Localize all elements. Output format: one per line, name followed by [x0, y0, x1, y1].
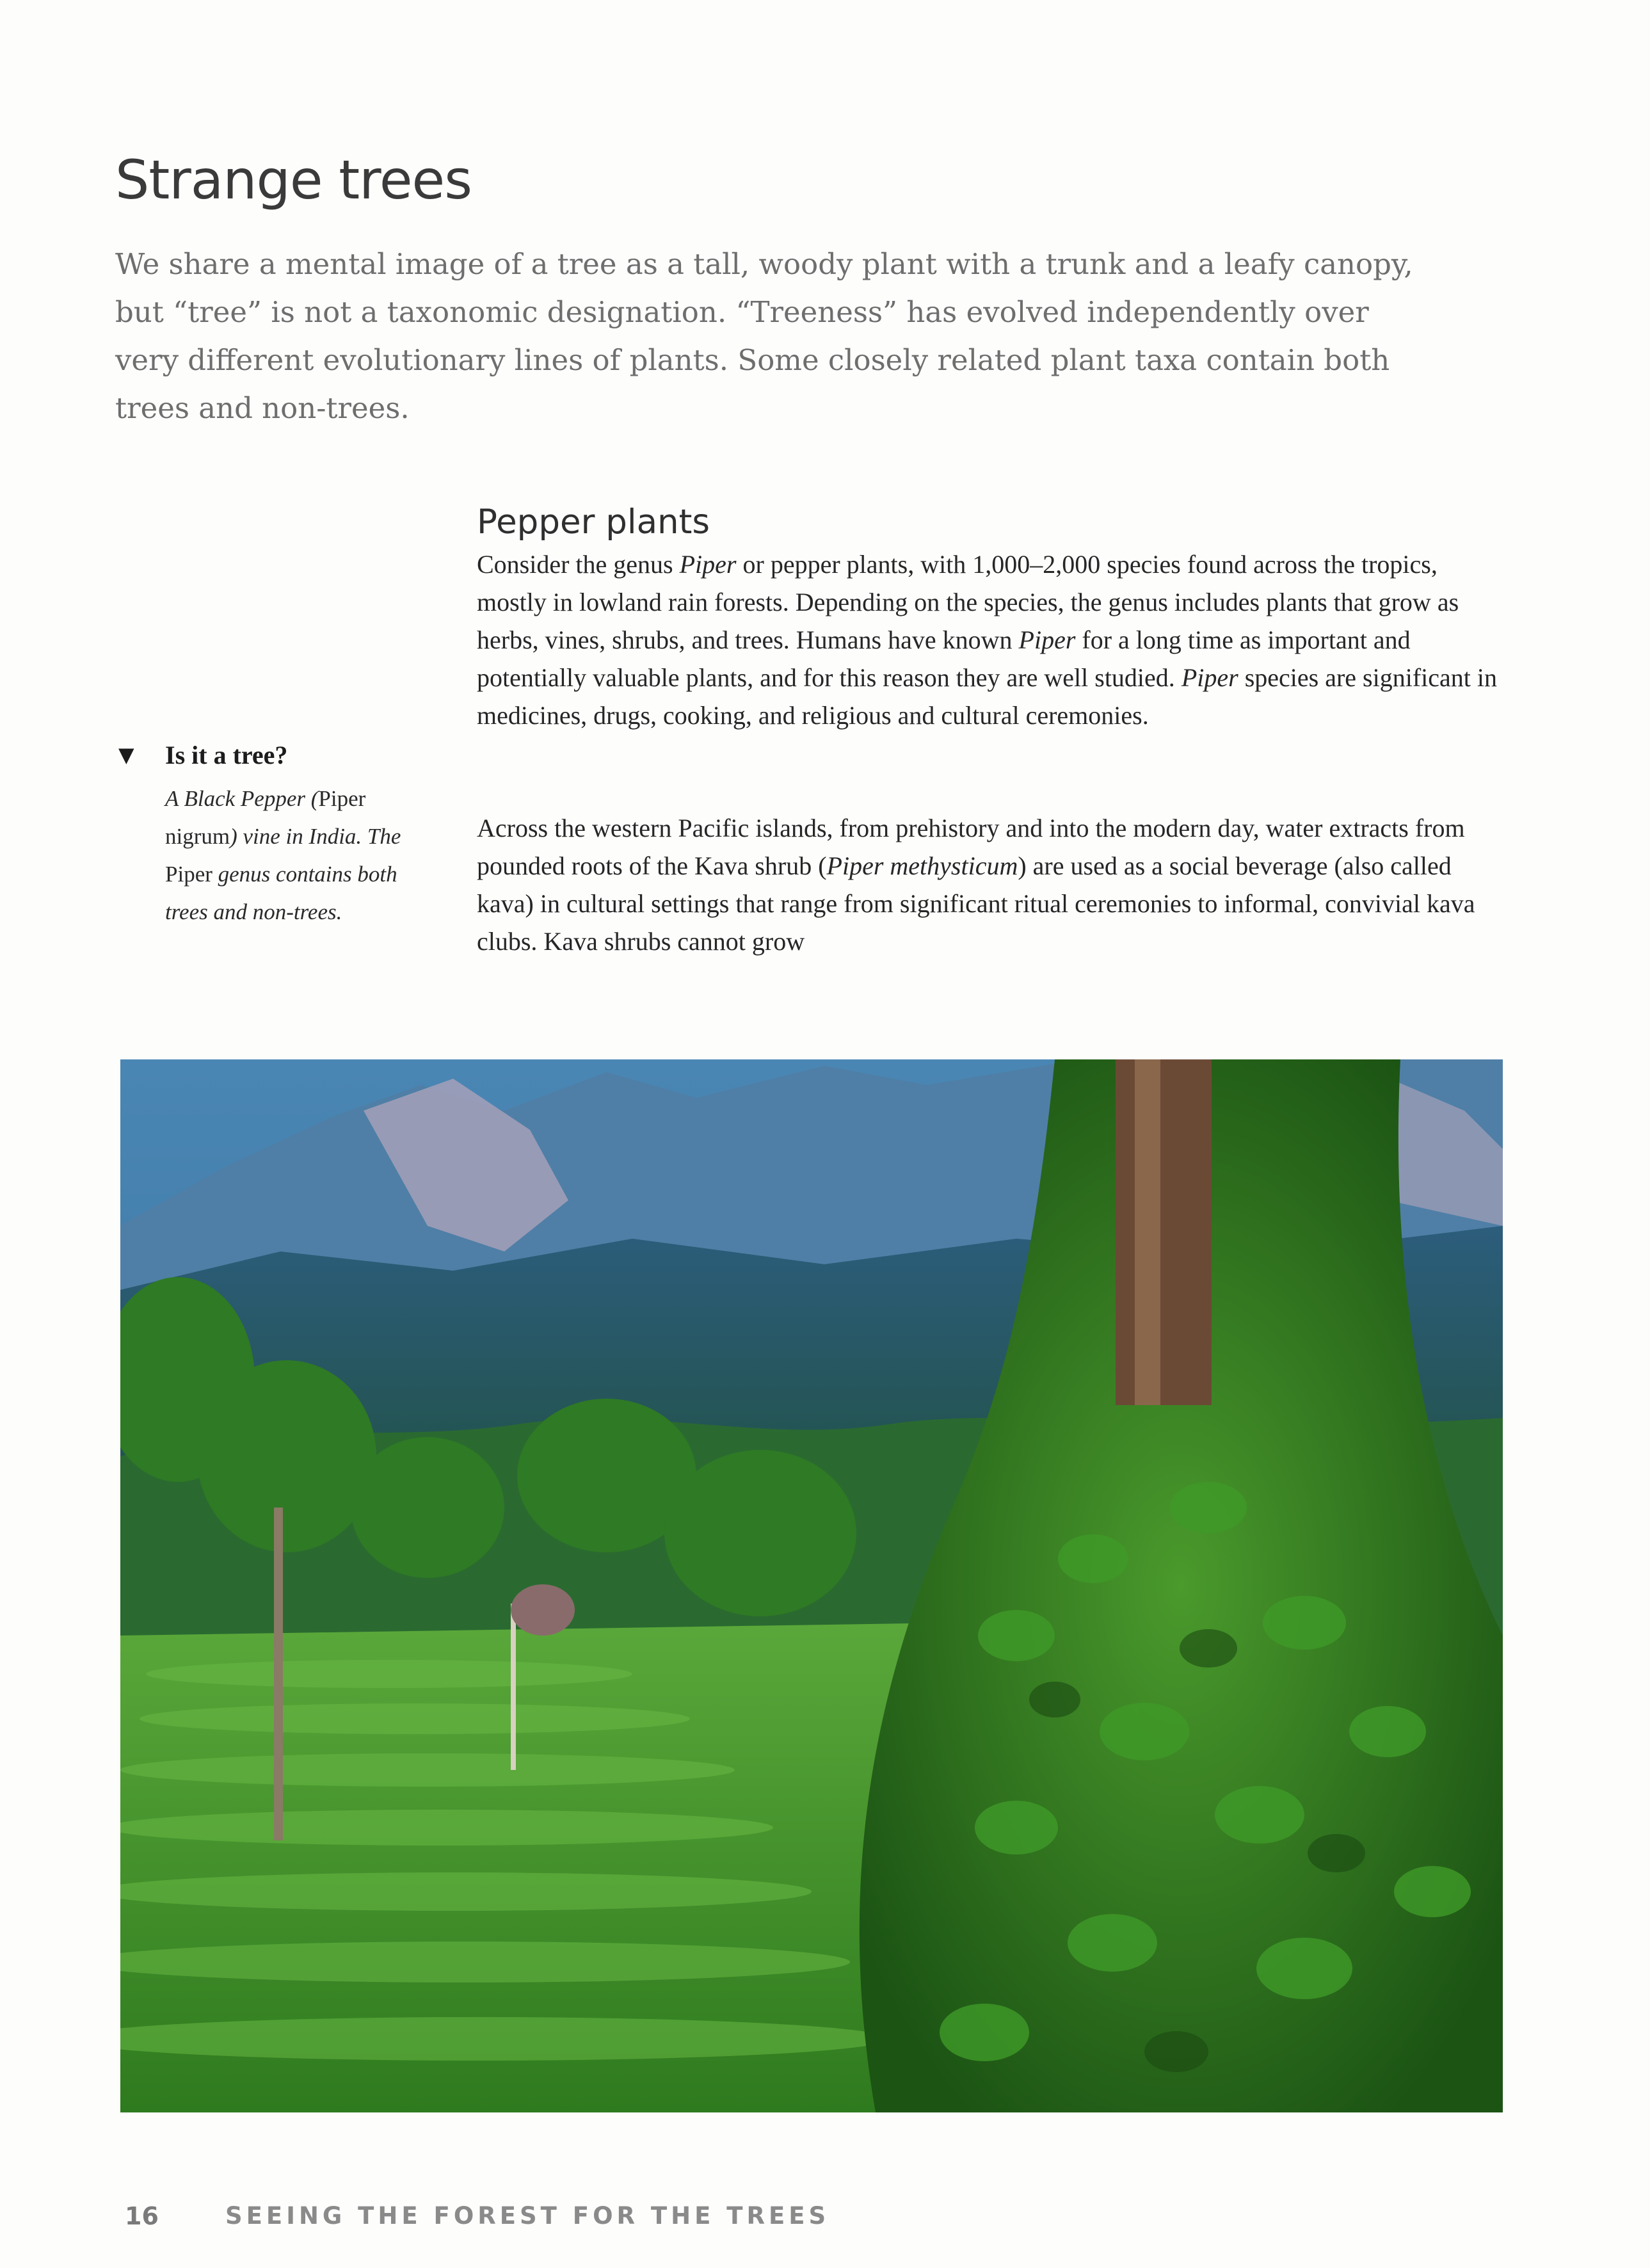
- running-head: SEEING THE FOREST FOR THE TREES: [225, 2202, 830, 2230]
- page-number: 16: [125, 2202, 159, 2230]
- body-paragraph-1: Consider the genus Piper or pepper plants, with 1,000–2,000 species found across the tropics, mostly in lowland rain forests. Depending on the species, the genus includes plants that grow as herbs, vines, shrubs, and trees. Humans have known Piper for a long time as important and potentially valuable plants, and for this reason they are well studied. Piper species are significant in medicines, drugs, cooking, and religious and cultural ceremonies.: [477, 550, 1497, 730]
- body-paragraph-2: Across the western Pacific islands, from prehistory and into the modern day, water extracts from pounded roots of the Kava shrub (Piper methysticum) are used as a social beverage (also called kava) in cultural settings that range from significant ritual ceremonies to informal, convivial kava clubs. Kava shrubs cannot grow: [477, 814, 1475, 956]
- page-title: Strange trees: [115, 149, 472, 211]
- intro-paragraph: We share a mental image of a tree as a tall, woody plant with a trunk and a leafy canopy, but “tree” is not a taxonomic designation. “Treeness” has evolved independently over very different evolutionary lines of plants. Some closely related plant taxa contain both trees and non-trees.: [115, 247, 1413, 425]
- caption-triangle-icon: ▼: [118, 743, 134, 767]
- caption-title: Is it a tree?: [165, 741, 288, 769]
- section-heading: Pepper plants: [477, 503, 710, 542]
- caption-text: A Black Pepper (Piper nigrum) vine in India. The Piper genus contains both trees and non-trees.: [165, 786, 401, 924]
- pepper-vine-photo: [120, 1059, 1503, 2112]
